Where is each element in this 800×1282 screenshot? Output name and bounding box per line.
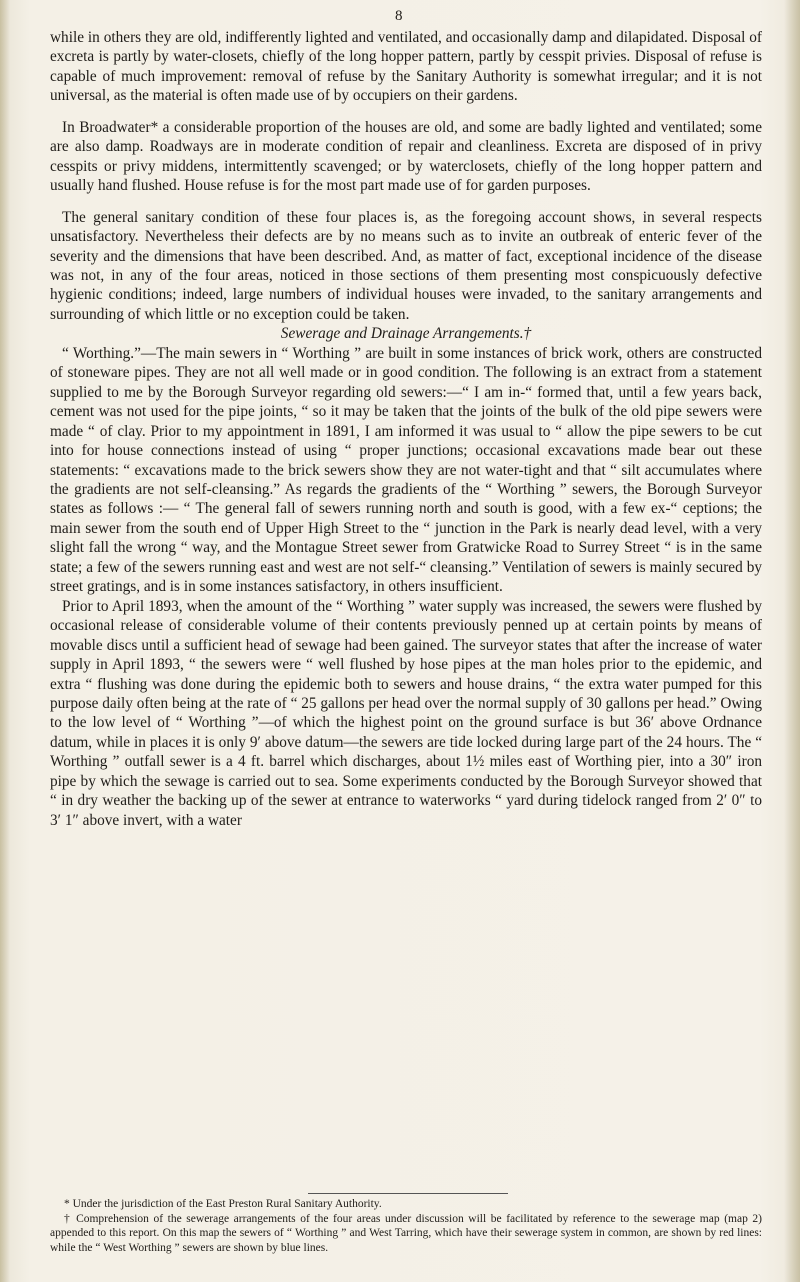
paragraph-worthing-sewers: “ Worthing.”—The main sewers in “ Worthing ” are built in some instances of brick work, others are constructed of stoneware pipes. They are not all well made or in good condition. The following is an extract from a statement supplied to me by the Borough Surveyor regarding old sewers:—“ I am in-“ formed that, until a few years back, cement was not used for the pipe joints, “ so it may be taken that the joints of the bulk of the old pipe sewers were made “ of clay. Prior to my appointment in 1891, I am informed it was usual to “ allow the pipe sewers to be cut into for house connections instead of using “ proper junctions; occasional excavations made bear out these statements: “ excavations made to the brick sewers show they are not water-tight and that “ silt accumulates where the gradients are not self-cleansing.” As regards the gradients of the “ Worthing ” sewers, the Borough Surveyor states as follows :— “ The general fall of sewers running north and south is good, with a few ex-“ ceptions; the main sewer from the south end of Upper High Street to the “ junction in the Park is nearly dead level, with a very slight fall the wrong “ way, and the Montague Street sewer from Gratwicke Road to Surrey Street “ is in the same state; a few of the sewers running east and west are not self-“ cleansing.” Ventilation of sewers is mainly secured by street gratings, and is in some instances satisfactory, in others insufficient. [50,344,762,596]
paragraph-intro: while in others they are old, indifferently lighted and ventilated, and occasionally damp and dilapidated. Disposal of excreta is partly by water-closets, chiefly of the long hopper pattern, partly by cesspit privies. Disposal of refuse is capable of much improvement: removal of refuse by the Sanitary Authority is somewhat irregular; and it is not universal, as the material is often made use of by occupiers on their gardens. [50,29,762,105]
paragraph-broadwater: In Broadwater* a considerable proportion of the houses are old, and some are badly lighted and ventilated; some are also damp. Roadways are in moderate condition of repair and cleanliness. Excreta are disposed of in privy cesspits or privy middens, intermittently scavenged; or by waterclosets, chiefly of the long hopper pattern and usually hand flushed. House refuse is for the most part made use of for garden purposes. [50,118,762,195]
paragraph-flushing: Prior to April 1893, when the amount of the “ Worthing ” water supply was increased, the sewers were flushed by occasional release of considerable volume of their contents previously penned up at certain points by means of movable discs until a sufficient head of sewage had been gained. The surveyor states that after the increase of water supply in April 1893, “ the sewers were “ well flushed by hose pipes at the man holes prior to the epidemic, and extra “ flushing was done during the epidemic both to sewers and house drains, “ the extra water pumped for this purpose daily often being at the rate of “ 25 gallons per head over the normal supply of 30 gallons per head.” Owing to the low level of “ Worthing ”—of which the highest point on the ground surface is but 36′ above Ordnance datum, while in places it is only 9′ above datum—the sewers are tide locked during large part of the 24 hours. The “ Worthing ” outfall sewer is a 4 ft. barrel which discharges, about 1½ miles east of Worthing pier, into a 30″ iron pipe by which the sewage is carried out to sea. Some experiments conducted by the Borough Surveyor showed that “ in dry weather the backing up of the sewer at entrance to waterworks “ yard during tidelock ranged from 2′ 0″ to 3′ 1″ above invert, with a water [50,597,762,829]
body-text [50,28,762,830]
footnotes [50,1197,762,1255]
page-number: 8 [395,8,404,24]
page-left-edge [0,0,10,1282]
footnote-2: † Comprehension of the sewerage arrangements of the four areas under discussion will be facilitated by reference to the sewerage map (map 2) appended to this report. On this map the sewers of “ Worthing ” and West Tarring, which have their sewerage system in common, are shown by red lines: while the “ West Worthing ” sewers are shown by blue lines. [50,1212,762,1254]
footnote-1: * Under the jurisdiction of the East Preston Rural Sanitary Authority. [64,1198,382,1210]
section-heading: Sewerage and Drainage Arrangements.† [280,325,532,343]
page-right-edge [784,0,800,1282]
footnote-rule [308,1193,508,1194]
paragraph-general-condition: The general sanitary condition of these four places is, as the foregoing account shows, in several respects unsatisfactory. Nevertheless their defects are by no means such as to invite an outbreak of enteric fever of the severity and the dimensions that have been described. And, as matter of fact, exceptional incidence of the disease was not, in any of the four areas, noticed in those sections of them presenting most conspicuously defective hygienic conditions; indeed, large numbers of individual houses were invaded, to the sanitary arrangements and surrounding of which little or no exception could be taken. [50,208,762,323]
